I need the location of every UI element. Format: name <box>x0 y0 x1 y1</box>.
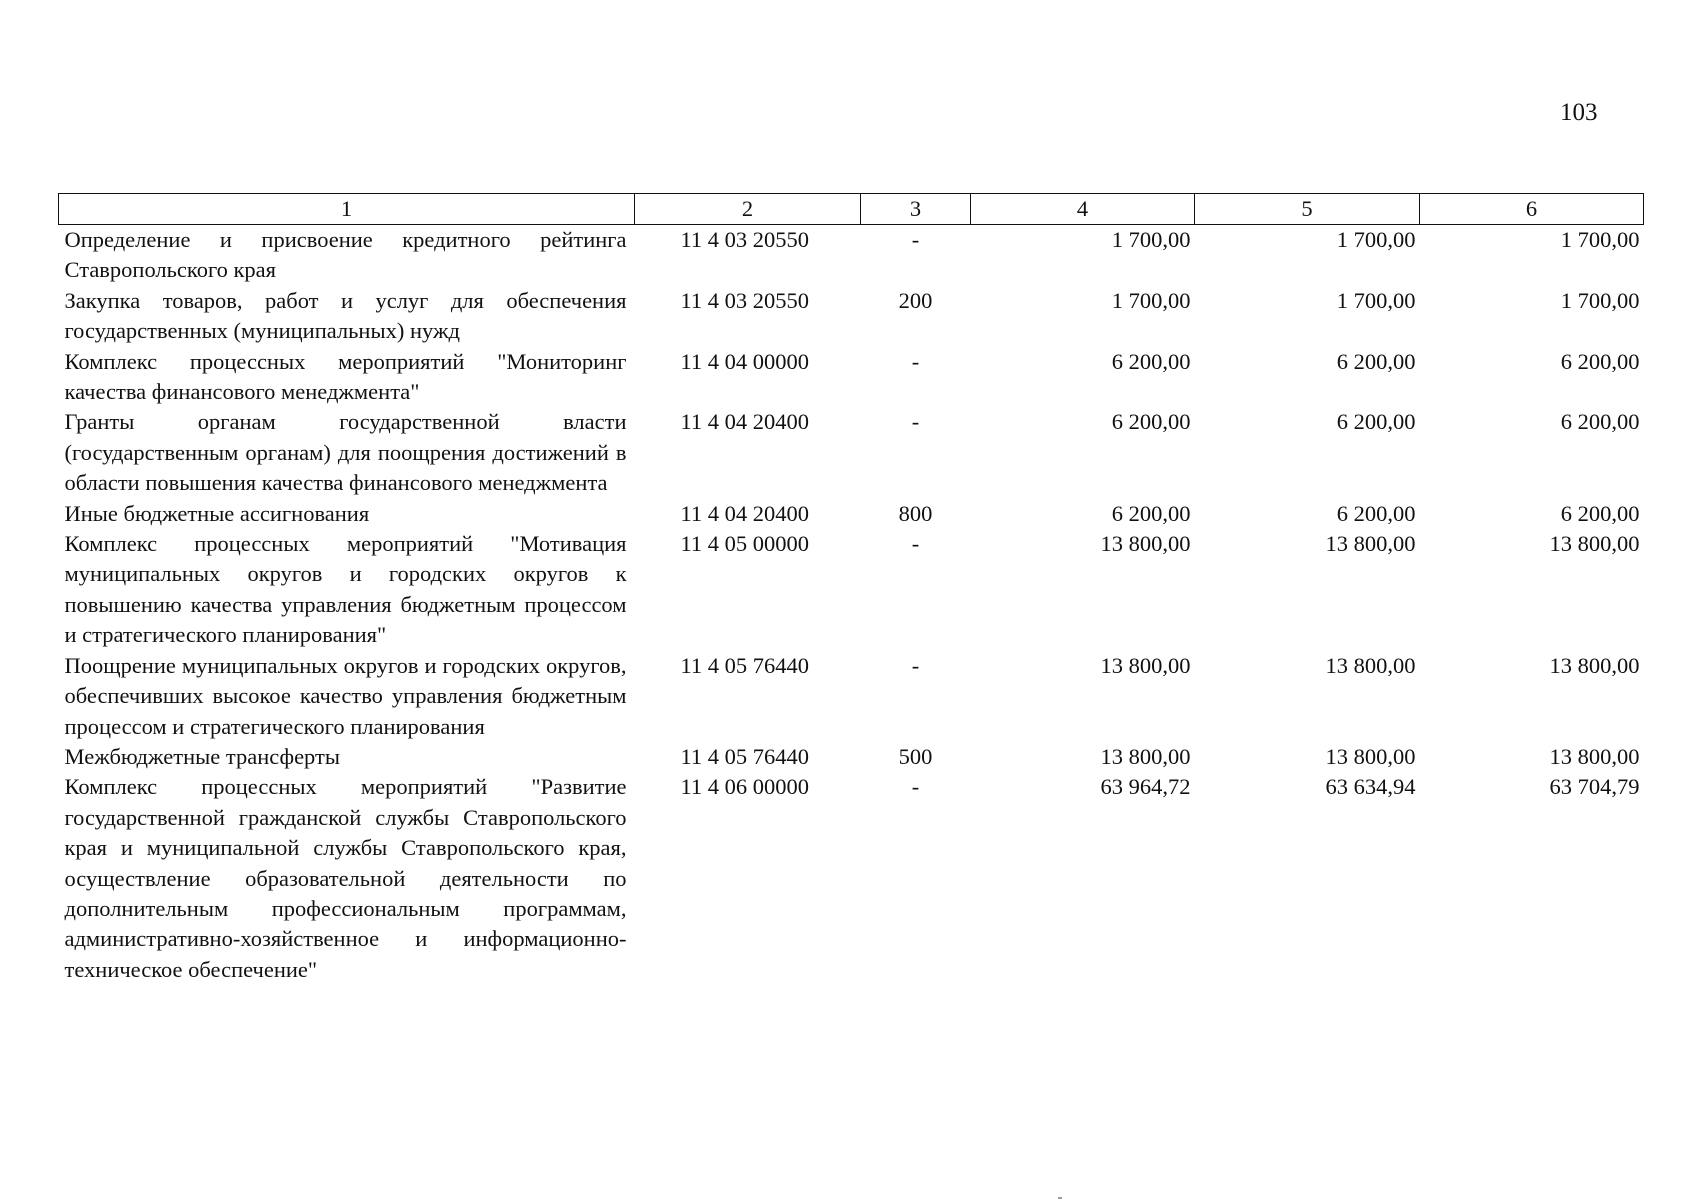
row-code: 11 4 04 20400 <box>680 500 810 526</box>
row-value-5: 6 200,00 <box>1336 409 1416 435</box>
row-type: - <box>911 227 920 252</box>
row-value-4: 1 700,00 <box>1111 287 1191 313</box>
row-value-6: 13 800,00 <box>1549 743 1640 769</box>
row-code: 11 4 04 00000 <box>680 348 810 374</box>
row-value-6: 1 700,00 <box>1560 287 1640 313</box>
header-col-5: 5 <box>1195 194 1420 225</box>
row-value-4: 13 800,00 <box>1100 531 1191 557</box>
table-header <box>59 194 1644 225</box>
row-type: - <box>911 409 920 435</box>
row-code: 11 4 05 00000 <box>680 531 810 557</box>
row-value-5: 13 800,00 <box>1325 743 1416 769</box>
table-body <box>59 225 1644 986</box>
row-value-5: 1 700,00 <box>1336 287 1416 313</box>
row-value-4: 6 200,00 <box>1111 500 1191 526</box>
row-name: Определение и присвоение кредитного рейтинга Ставропольского края <box>64 227 627 283</box>
row-value-5: 13 800,00 <box>1325 531 1416 557</box>
row-value-4: 63 964,72 <box>1100 774 1191 800</box>
row-code: 11 4 05 76440 <box>680 652 810 678</box>
row-type: 800 <box>898 500 933 526</box>
scan-artifact <box>1058 1197 1062 1199</box>
row-name: Комплекс процессных мероприятий "Мониторинг качества финансового менеджмента" <box>64 348 627 405</box>
budget-table <box>58 193 1644 985</box>
row-type: - <box>911 531 920 557</box>
header-row <box>59 194 1644 225</box>
row-type: - <box>911 348 920 374</box>
row-code: 11 4 04 20400 <box>680 409 810 435</box>
row-value-6: 1 700,00 <box>1560 227 1640 252</box>
row-code: 11 4 06 00000 <box>680 774 810 800</box>
row-value-6: 63 704,79 <box>1549 774 1640 800</box>
table-row <box>59 742 1644 772</box>
table-row <box>59 499 1644 529</box>
table-row <box>59 347 1644 408</box>
row-value-4: 6 200,00 <box>1111 348 1191 374</box>
row-value-5: 1 700,00 <box>1336 227 1416 252</box>
row-value-4: 13 800,00 <box>1100 743 1191 769</box>
table-row <box>59 225 1644 286</box>
row-name: Иные бюджетные ассигнования <box>64 500 370 526</box>
row-value-6: 6 200,00 <box>1560 500 1640 526</box>
row-type: 200 <box>898 287 933 313</box>
row-code: 11 4 03 20550 <box>680 287 810 313</box>
row-value-5: 6 200,00 <box>1336 348 1416 374</box>
row-type: 500 <box>898 743 933 769</box>
row-type: - <box>911 774 920 800</box>
row-type: - <box>911 652 920 678</box>
row-value-5: 6 200,00 <box>1336 500 1416 526</box>
header-col-4: 4 <box>971 194 1195 225</box>
row-value-6: 13 800,00 <box>1549 652 1640 678</box>
page-number: 103 <box>1560 99 1598 126</box>
row-name: Комплекс процессных мероприятий "Развитие государственной гражданской службы Ставропольского края и муниципальной службы Ставропольского края, осуществление образовательной деятельности по дополнительным профессиональным программам, административно-хозяйственное и информационно-техническое обеспечение" <box>64 774 627 982</box>
table-row <box>59 286 1644 347</box>
header-col-3: 3 <box>861 194 971 225</box>
row-name: Комплекс процессных мероприятий "Мотивация муниципальных округов и городских округов к повышению качества управления бюджетным процессом и стратегического планирования" <box>64 531 627 648</box>
row-name: Гранты органам государственной власти (государственным органам) для поощрения достижений в области повышения качества финансового менеджмента <box>64 409 627 496</box>
row-value-6: 6 200,00 <box>1560 409 1640 435</box>
header-col-2: 2 <box>635 194 861 225</box>
table-row <box>59 651 1644 742</box>
row-value-5: 13 800,00 <box>1325 652 1416 678</box>
row-value-5: 63 634,94 <box>1325 774 1416 800</box>
table-row <box>59 407 1644 498</box>
table-row <box>59 772 1644 985</box>
row-value-6: 6 200,00 <box>1560 348 1640 374</box>
row-name: Межбюджетные трансферты <box>64 743 340 769</box>
row-value-4: 13 800,00 <box>1100 652 1191 678</box>
table-row <box>59 529 1644 651</box>
row-code: 11 4 03 20550 <box>680 227 810 252</box>
row-code: 11 4 05 76440 <box>680 743 810 769</box>
row-name: Поощрение муниципальных округов и городских округов, обеспечивших высокое качество управления бюджетным процессом и стратегического планирования <box>64 652 627 739</box>
header-col-1: 1 <box>59 194 635 225</box>
header-col-6: 6 <box>1420 194 1644 225</box>
row-value-4: 1 700,00 <box>1111 227 1191 252</box>
row-value-4: 6 200,00 <box>1111 409 1191 435</box>
row-name: Закупка товаров, работ и услуг для обеспечения государственных (муниципальных) нужд <box>64 287 627 344</box>
row-value-6: 13 800,00 <box>1549 531 1640 557</box>
